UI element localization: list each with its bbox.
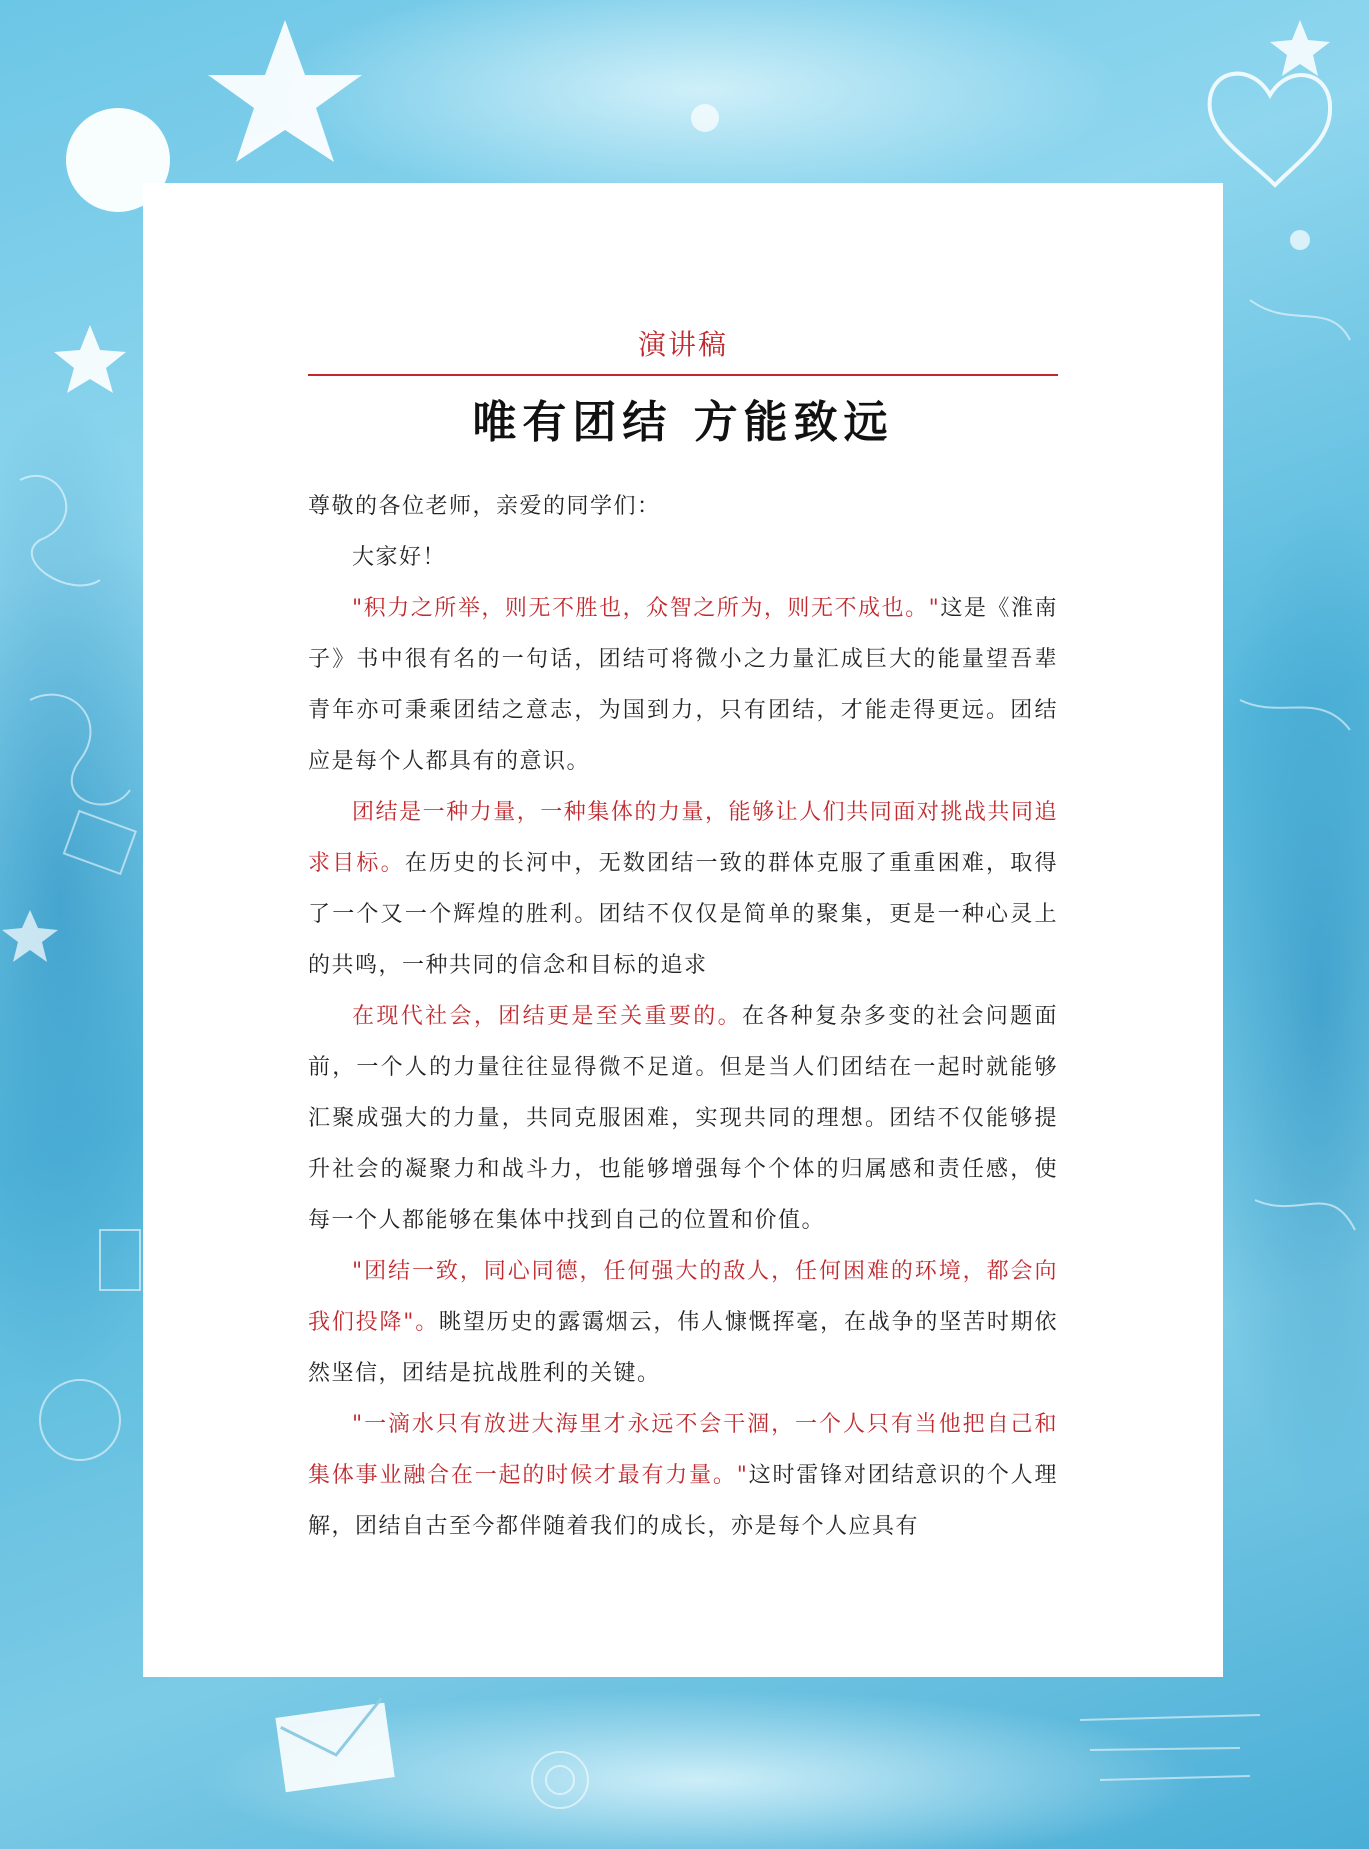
paragraph-text: 眺望历史的露霭烟云，伟人慷慨挥毫，在战争的坚苦时期依然坚信，团结是抗战胜利的关键。 — [308, 1310, 1058, 1387]
salutation: 尊敬的各位老师，亲爱的同学们： — [308, 494, 661, 520]
document-kicker: 演讲稿 — [308, 325, 1058, 376]
paragraph-text: 这是《淮南子》书中很有名的一句话，团结可将微小之力量汇成巨大的能量望吾辈青年亦可秉乘团结之意志，为国到力，只有团结，才能走得更远。团结应是每个人都具有的意识。 — [308, 596, 1058, 775]
paragraph-2 — [308, 787, 1058, 991]
star-icon — [54, 325, 126, 393]
paragraph-3 — [308, 991, 1058, 1246]
paragraph-highlight: 在现代社会，团结更是至关重要的。 — [352, 1004, 742, 1030]
paragraph-4 — [308, 1246, 1058, 1399]
heart-icon — [1210, 74, 1330, 185]
star-icon — [1270, 20, 1330, 76]
paragraph-text: 在历史的长河中，无数团结一致的群体克服了重重困难，取得了一个又一个辉煌的胜利。团结不仅仅是简单的聚集，更是一种心灵上的共鸣，一种共同的信念和目标的追求 — [308, 851, 1058, 979]
paragraph-text: 这时雷锋对团结意识的个人理解，团结自古至今都伴随着我们的成长，亦是每个人应具有 — [308, 1463, 1058, 1540]
paragraph-highlight: 团结是一种力量，一种集体的力量，能够让人们共同面对挑战共同追求目标。 — [308, 800, 1058, 877]
greeting: 大家好！ — [352, 545, 447, 571]
envelope-icon — [275, 1698, 394, 1792]
paragraph-text: 在各种复杂多变的社会问题面前，一个人的力量往往显得微不足道。但是当人们团结在一起时就能够汇聚成强大的力量，共同克服困难，实现共同的理想。团结不仅能够提升社会的凝聚力和战斗力，也能够增强每个个体的归属感和责任感，使每一个人都能够在集体中找到自己的位置和价值。 — [308, 1004, 1058, 1234]
paragraph-highlight: "一滴水只有放进大海里才永远不会干涸，一个人只有当他把自己和集体事业融合在一起的时候才最有力量。" — [308, 1412, 1058, 1489]
paragraph-5 — [308, 1399, 1058, 1552]
document-title: 唯有团结 方能致远 — [472, 397, 894, 449]
paragraph-1 — [308, 583, 1058, 787]
paragraph-highlight: "团结一致，同心同德，任何强大的敌人，任何困难的环境，都会向我们投降"。 — [308, 1259, 1058, 1336]
paper-content — [308, 325, 1058, 1552]
speech-body — [308, 481, 1058, 1552]
speech-paper — [143, 183, 1223, 1677]
paragraph-highlight: "积力之所举，则无不胜也，众智之所为，则无不成也。" — [352, 596, 941, 622]
